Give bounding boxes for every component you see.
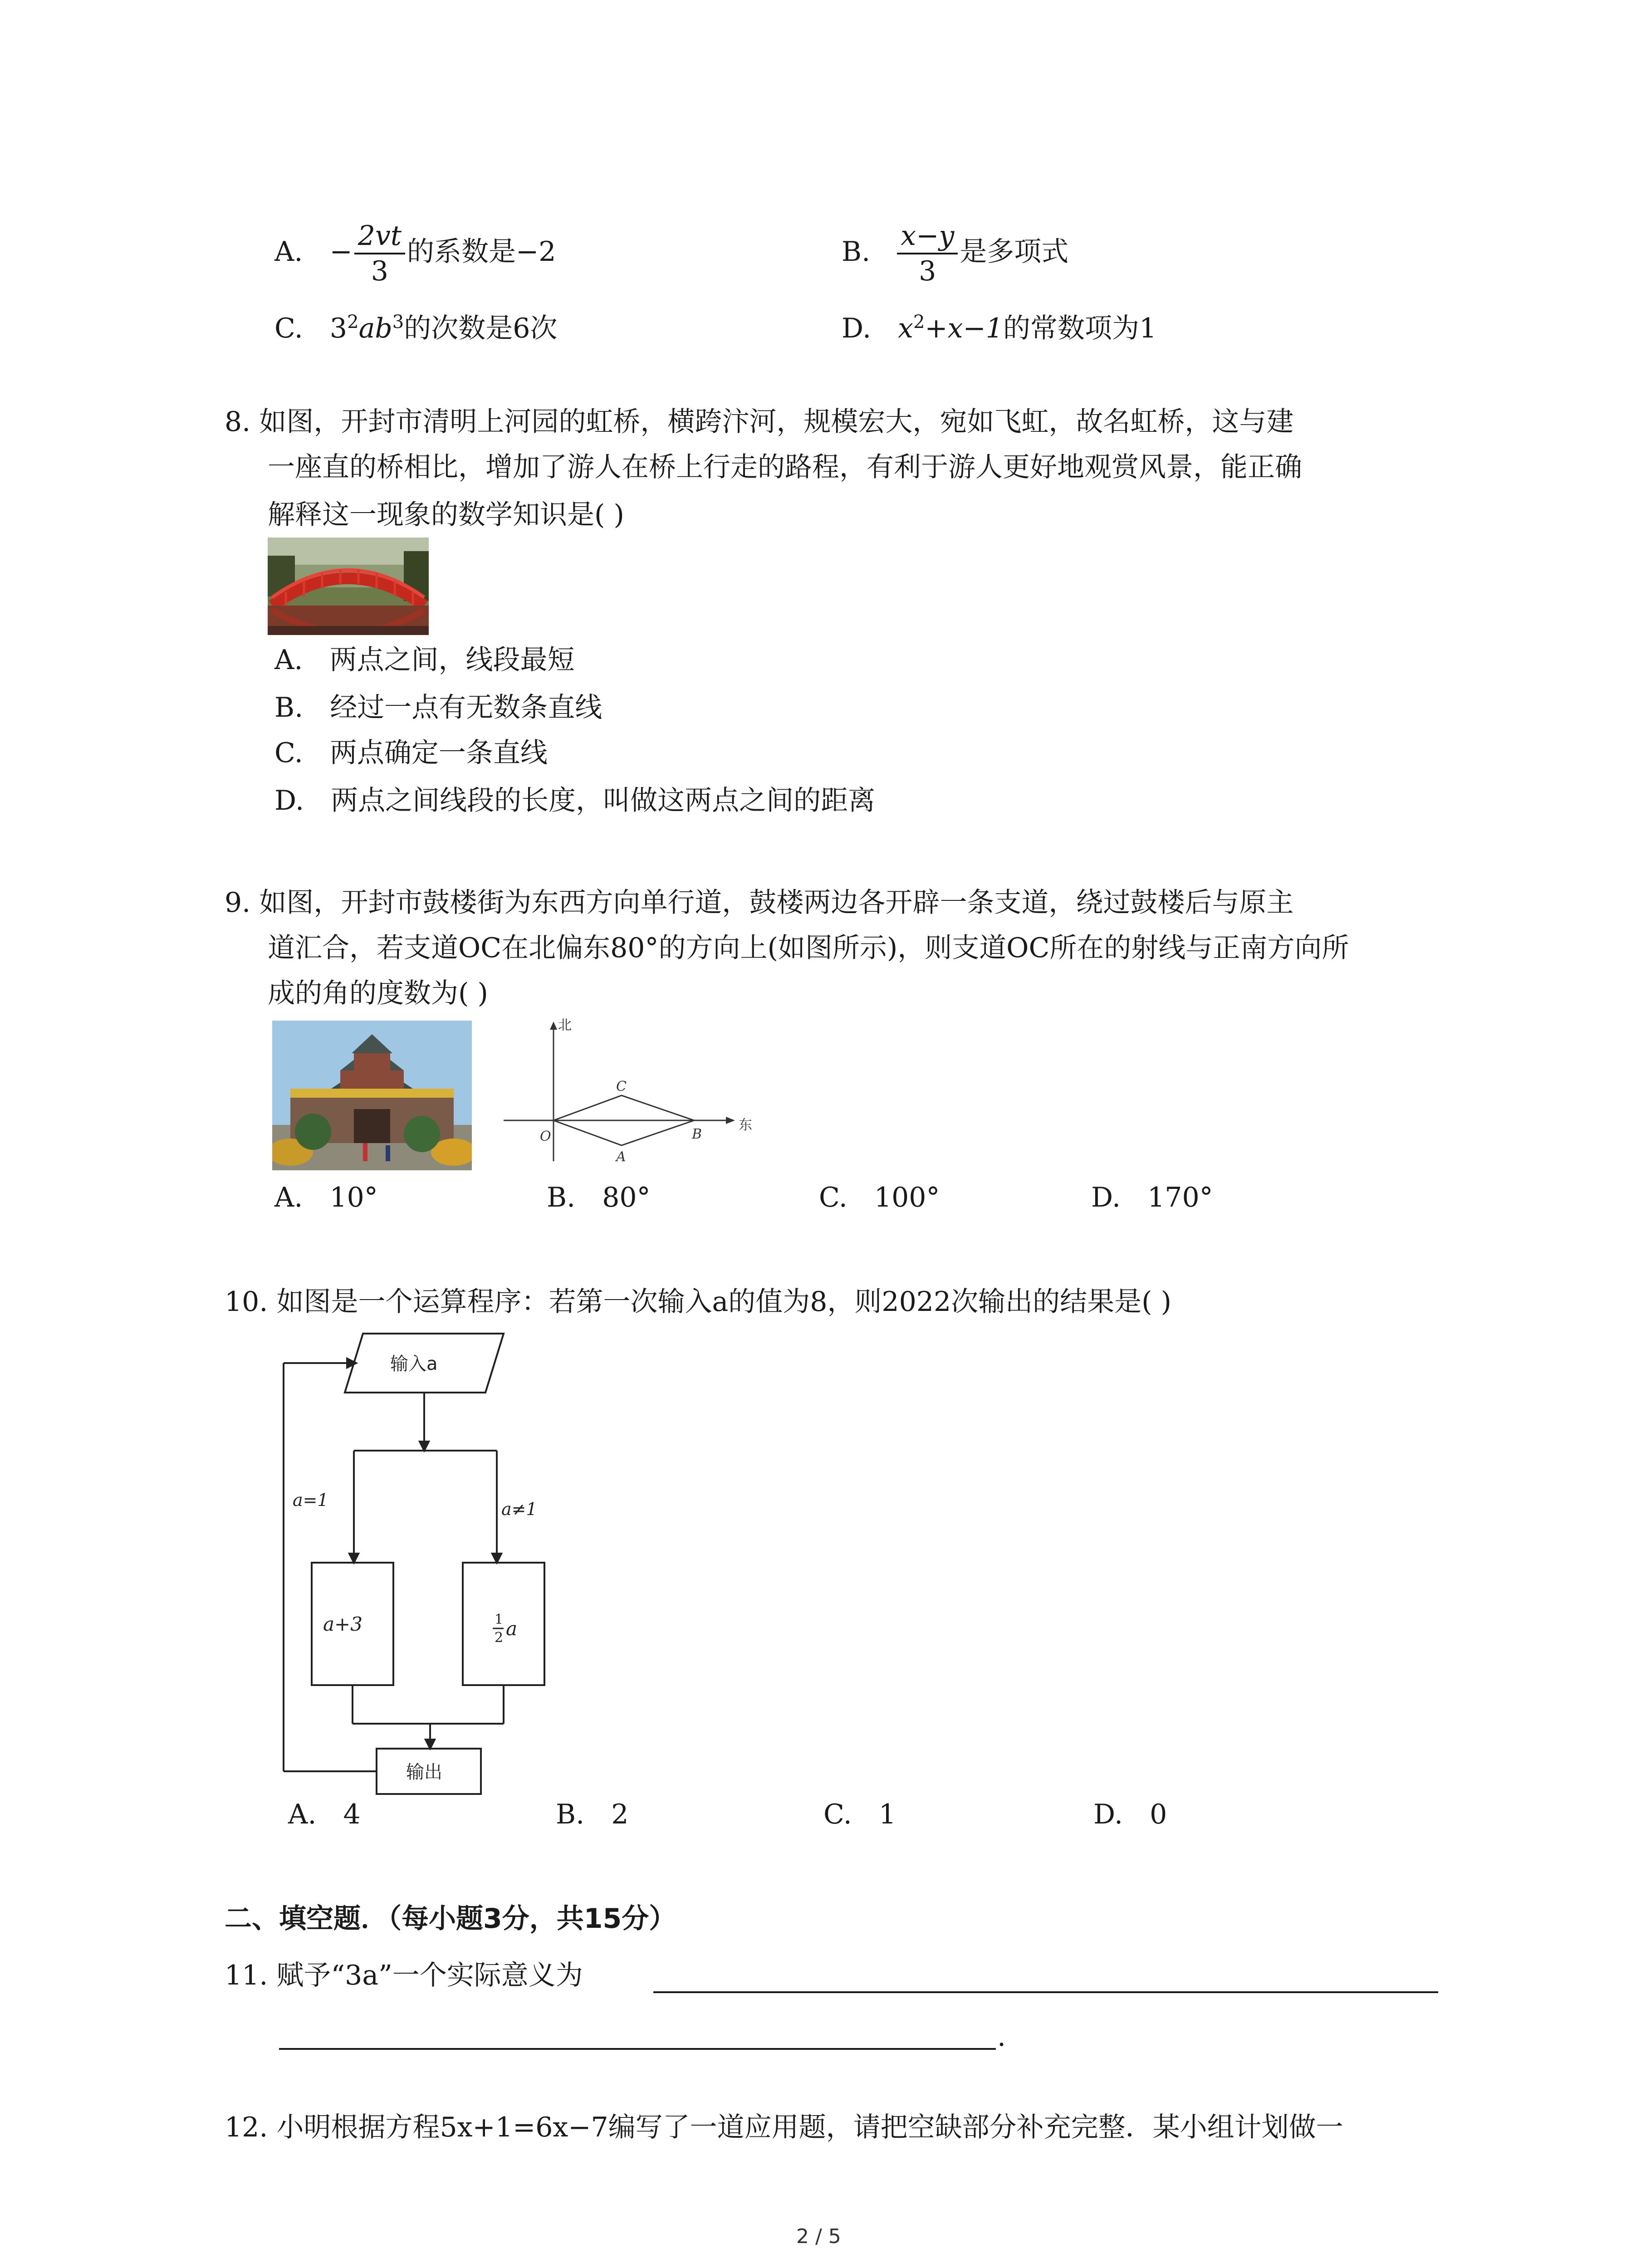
option-text: 两点确定一条直线 bbox=[329, 737, 548, 769]
option-text: 1 bbox=[878, 1799, 896, 1830]
q10-option-b bbox=[556, 1796, 628, 1833]
page-number: 2 / 5 bbox=[796, 2225, 841, 2248]
q11-end-period: . bbox=[997, 2021, 1006, 2053]
q8-option-d bbox=[274, 782, 875, 819]
option-text: 2 bbox=[611, 1799, 629, 1830]
flowchart bbox=[272, 1325, 563, 1801]
q10-line-1: 10. 如图是一个运算程序：若第一次输入a的值为8，则2022次输出的结果是( ) bbox=[225, 1286, 1172, 1318]
option-text: 的常数项为1 bbox=[1003, 313, 1157, 344]
option-label: A. bbox=[274, 1182, 303, 1213]
option-text: 的系数是−2 bbox=[407, 236, 556, 268]
right-box-variable: a bbox=[506, 1618, 518, 1640]
base: 3 bbox=[329, 313, 348, 344]
drum-tower-photo bbox=[272, 1021, 472, 1170]
option-label: B. bbox=[547, 1182, 576, 1213]
right-box-numerator: 1 bbox=[495, 1612, 504, 1628]
q8-line-1: 8. 如图，开封市清明上河园的虹桥，横跨汴河，规模宏大，宛如飞虹，故名虹桥，这与建 bbox=[225, 406, 1294, 438]
left-box-label: a+3 bbox=[323, 1613, 362, 1635]
input-label: 输入a bbox=[390, 1354, 438, 1374]
q11-text: 11. 赋予“3a”一个实际意义为 bbox=[225, 1960, 583, 1991]
minus-sign: − bbox=[329, 236, 353, 268]
q9-option-c bbox=[819, 1179, 940, 1216]
q9-option-b bbox=[547, 1179, 651, 1216]
exponent: 3 bbox=[392, 312, 404, 332]
option-text: 两点之间线段的长度，叫做这两点之间的距离 bbox=[331, 785, 876, 816]
option-label: B. bbox=[274, 692, 304, 723]
q8-option-b bbox=[274, 689, 602, 726]
fraction-x-y-3 bbox=[897, 219, 958, 288]
exponent: 2 bbox=[913, 312, 925, 332]
point-o-label: O bbox=[540, 1129, 551, 1144]
option-text: 经过一点有无数条直线 bbox=[330, 692, 603, 723]
q9-line-3: 成的角的度数为( ) bbox=[268, 978, 488, 1009]
q9-line-1: 9. 如图，开封市鼓楼街为东西方向单行道，鼓楼两边各开辟一条支道，绕过鼓楼后与原主 bbox=[225, 887, 1294, 919]
variable: ab bbox=[358, 313, 392, 344]
fraction-numerator: 2vt bbox=[354, 219, 405, 254]
q12-text: 12. 小明根据方程5x+1=6x−7编写了一道应用题，请把空缺部分补充完整．某小组计划做一 bbox=[225, 2112, 1343, 2143]
option-label: C. bbox=[823, 1799, 852, 1830]
option-text: 4 bbox=[343, 1799, 361, 1830]
option-label: D. bbox=[1091, 1182, 1121, 1213]
fraction-denominator: 3 bbox=[919, 255, 936, 288]
option-label: C. bbox=[274, 313, 303, 344]
q10-option-d bbox=[1093, 1796, 1167, 1833]
point-a-label: A bbox=[616, 1149, 626, 1165]
option-label: D. bbox=[274, 785, 304, 816]
q8-option-c bbox=[274, 735, 548, 771]
option-text: 0 bbox=[1150, 1799, 1167, 1830]
rainbow-bridge-photo bbox=[268, 538, 429, 635]
q7-option-b bbox=[842, 218, 1068, 288]
q8-line-3: 解释这一现象的数学知识是( ) bbox=[268, 499, 624, 531]
option-text: 两点之间，线段最短 bbox=[329, 644, 575, 676]
q11-answer-blank-1[interactable] bbox=[653, 1991, 1438, 1993]
option-text: 80° bbox=[602, 1182, 651, 1213]
option-label: C. bbox=[274, 737, 303, 769]
option-text: 100° bbox=[874, 1182, 940, 1213]
direction-diagram bbox=[499, 1016, 762, 1179]
q7-option-c bbox=[274, 304, 557, 347]
q9-option-a bbox=[274, 1179, 378, 1216]
q9-option-d bbox=[1091, 1179, 1213, 1216]
option-label: B. bbox=[556, 1799, 585, 1830]
fraction-numerator: x−y bbox=[897, 219, 958, 254]
option-text: 是多项式 bbox=[960, 236, 1069, 268]
right-box-denominator: 2 bbox=[495, 1630, 504, 1646]
point-b-label: B bbox=[692, 1126, 702, 1142]
option-label: A. bbox=[288, 1799, 317, 1830]
exponent: 2 bbox=[347, 312, 359, 332]
north-label: 北 bbox=[558, 1017, 572, 1033]
option-label: A. bbox=[274, 644, 303, 676]
section-2-title: 二、填空题．（每小题3分，共15分） bbox=[225, 1903, 676, 1935]
q9-line-2: 道汇合，若支道OC在北偏东80°的方向上(如图所示)，则支道OC所在的射线与正南方向所 bbox=[268, 932, 1349, 964]
point-c-label: C bbox=[616, 1079, 627, 1095]
output-label: 输出 bbox=[406, 1762, 442, 1783]
q11-answer-blank-2[interactable] bbox=[279, 2048, 996, 2050]
east-label: 东 bbox=[739, 1117, 752, 1133]
cond-right-label: a≠1 bbox=[501, 1499, 537, 1519]
option-text: 170° bbox=[1147, 1182, 1213, 1213]
option-text: 10° bbox=[329, 1182, 378, 1213]
q7-option-d bbox=[842, 304, 1156, 347]
cond-left-label: a=1 bbox=[293, 1490, 328, 1510]
variable: x bbox=[898, 313, 913, 344]
q10-option-a bbox=[288, 1796, 361, 1833]
q8-option-a bbox=[274, 642, 574, 678]
q8-line-2: 一座直的桥相比，增加了游人在桥上行走的路程，有利于游人更好地观赏风景，能正确 bbox=[268, 451, 1302, 483]
right-process-box bbox=[463, 1563, 544, 1685]
option-text: 的次数是6次 bbox=[404, 313, 558, 344]
q10-option-c bbox=[823, 1796, 896, 1833]
expression-rest: +x−1 bbox=[925, 313, 1003, 344]
fraction-2vt-3 bbox=[354, 219, 405, 288]
option-label: D. bbox=[842, 313, 872, 344]
option-label: D. bbox=[1093, 1799, 1123, 1830]
option-label: C. bbox=[819, 1182, 847, 1213]
q7-option-a bbox=[274, 218, 556, 288]
option-label: A. bbox=[274, 236, 303, 268]
fraction-denominator: 3 bbox=[371, 255, 388, 288]
option-label: B. bbox=[842, 236, 871, 268]
